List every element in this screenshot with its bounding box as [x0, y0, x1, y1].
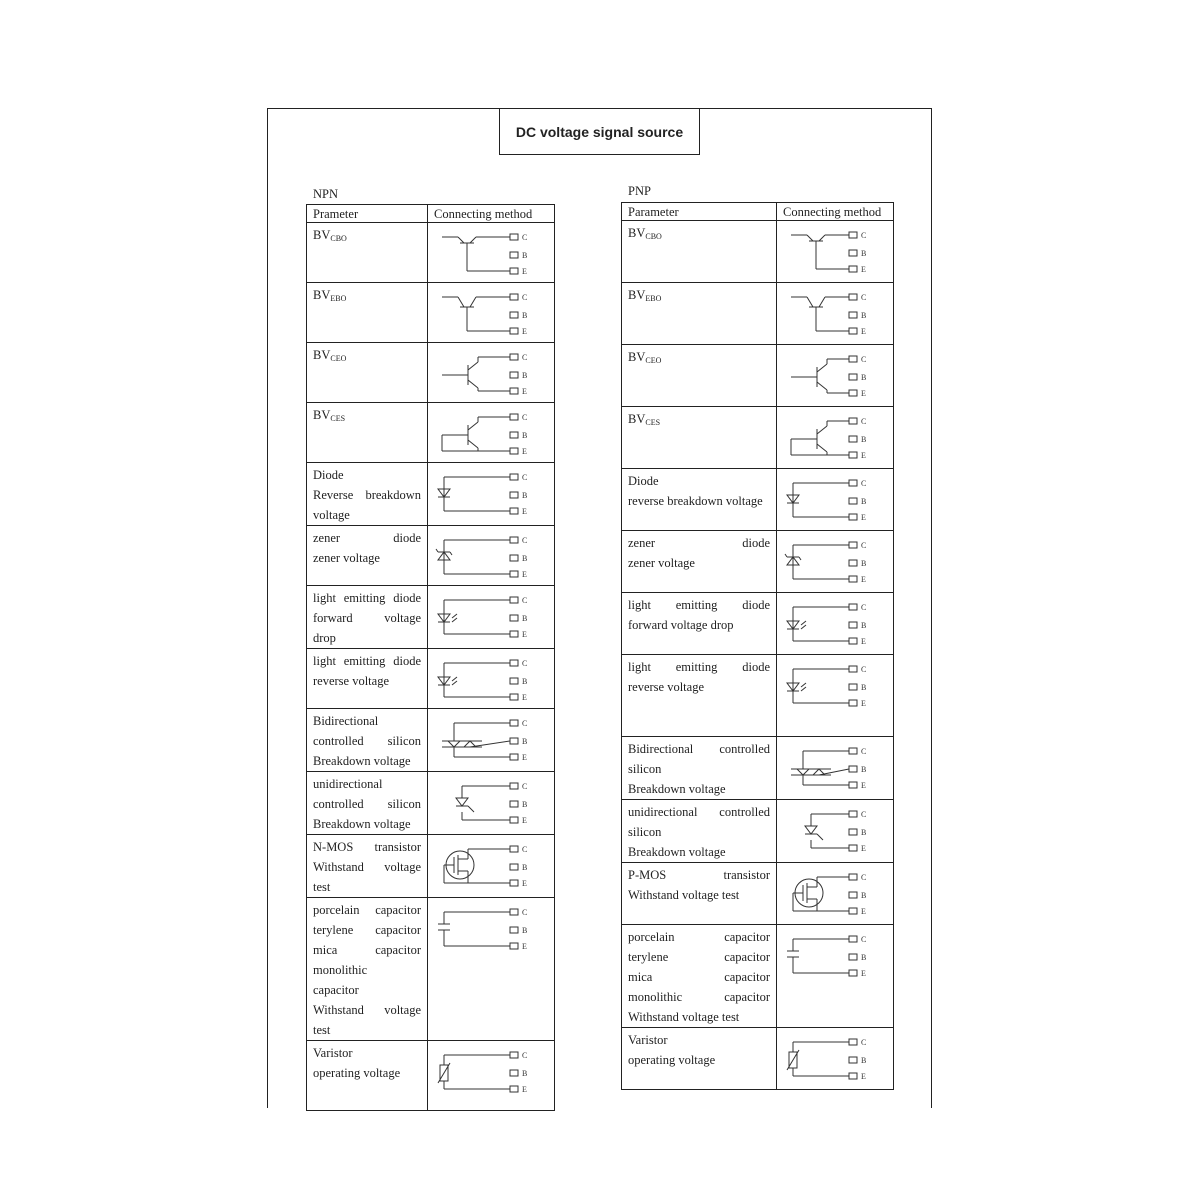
- parameter-subscript: EBO: [330, 294, 347, 303]
- parameter-subscript: EBO: [645, 294, 662, 303]
- npn-header-parameter: Prameter: [307, 205, 428, 223]
- pnp-connection-cell: [777, 800, 894, 863]
- pnp-connection-cell: [777, 593, 894, 655]
- pmos-icon: [783, 865, 883, 921]
- pnp-connection-cell: [777, 925, 894, 1028]
- pin-label-c: C: [522, 719, 528, 728]
- pnp-row: [622, 737, 894, 800]
- npn-parameter-cell: [307, 772, 428, 835]
- transistor-ces-icon: [434, 405, 544, 461]
- pnp-row: [622, 925, 894, 1028]
- pin-label-b: B: [522, 311, 528, 320]
- pnp-connection-cell: [777, 283, 894, 345]
- pin-label-e: E: [861, 265, 866, 274]
- pin-label-b: B: [861, 765, 867, 774]
- pin-label-b: B: [861, 311, 867, 320]
- pnp-parameter-cell: [622, 407, 777, 469]
- npn-parameter-cell: [307, 649, 428, 709]
- parameter-line: operating voltage: [628, 1053, 716, 1067]
- npn-row: [307, 526, 555, 586]
- npn-connection-cell: [428, 526, 555, 586]
- pin-label-b: B: [522, 737, 528, 746]
- pnp-connection-cell: [777, 469, 894, 531]
- parameter-line: zener voltage: [313, 551, 380, 565]
- parameter-line: light emitting diode: [313, 654, 421, 668]
- pin-label-e: E: [861, 969, 866, 978]
- parameter-line: zener diode: [313, 531, 421, 545]
- pin-label-c: C: [861, 603, 867, 612]
- parameter-subscript: CEO: [645, 356, 662, 365]
- parameter-line: test: [313, 1023, 331, 1037]
- parameter-line: test: [313, 880, 331, 894]
- parameter-line: Withstand voltage: [313, 1003, 421, 1017]
- pnp-row: [622, 863, 894, 925]
- pin-label-b: B: [861, 1056, 867, 1065]
- pnp-connection-cell: [777, 221, 894, 283]
- pin-label-b: B: [522, 251, 528, 260]
- npn-parameter-cell: [307, 526, 428, 586]
- npn-connection-cell: [428, 586, 555, 649]
- pin-label-b: B: [861, 953, 867, 962]
- npn-connection-cell: [428, 283, 555, 343]
- npn-parameter-cell: [307, 223, 428, 283]
- pnp-parameter-cell: [622, 863, 777, 925]
- parameter-line: mica capacitor: [313, 943, 421, 957]
- transistor-ebo-icon: [783, 285, 883, 341]
- pin-label-e: E: [861, 389, 866, 398]
- parameter-line: $BV_{CBO}$: [313, 228, 347, 243]
- pin-label-e: E: [861, 451, 866, 460]
- parameter-line: Bidirectional controlled: [628, 742, 770, 756]
- parameter-subscript: CBO: [330, 234, 347, 243]
- parameter-line: Varistor: [628, 1033, 668, 1047]
- pin-label-e: E: [522, 693, 527, 702]
- led-icon: [783, 595, 883, 651]
- pnp-parameter-cell: [622, 800, 777, 863]
- pin-label-b: B: [861, 435, 867, 444]
- npn-row: [307, 463, 555, 526]
- parameter-line: reverse voltage: [628, 680, 705, 694]
- pin-label-c: C: [861, 935, 867, 944]
- parameter-line: mica capacitor: [628, 970, 770, 984]
- diode-icon: [434, 465, 544, 521]
- triac-icon: [434, 711, 544, 767]
- led-icon: [434, 651, 544, 707]
- pnp-parameter-cell: [622, 737, 777, 800]
- transistor-cbo-icon: [434, 225, 544, 281]
- pin-label-c: C: [522, 908, 528, 917]
- capacitor-icon: [434, 900, 544, 956]
- npn-parameter-cell: [307, 283, 428, 343]
- pnp-parameter-cell: [622, 1028, 777, 1090]
- pin-label-c: C: [522, 782, 528, 791]
- pnp-connection-cell: [777, 863, 894, 925]
- pin-label-e: E: [861, 699, 866, 708]
- transistor-ces-icon: [783, 409, 883, 465]
- npn-parameter-cell: [307, 898, 428, 1041]
- pin-label-e: E: [522, 447, 527, 456]
- parameter-subscript: CBO: [645, 232, 662, 241]
- pin-label-c: C: [861, 541, 867, 550]
- parameter-line: unidirectional controlled: [628, 805, 770, 819]
- pin-label-c: C: [522, 845, 528, 854]
- pin-label-e: E: [861, 637, 866, 646]
- pin-label-c: C: [861, 417, 867, 426]
- pnp-row: [622, 221, 894, 283]
- npn-parameter-cell: [307, 403, 428, 463]
- parameter-line: terylene capacitor: [628, 950, 770, 964]
- pnp-parameter-cell: [622, 283, 777, 345]
- npn-row: [307, 898, 555, 1041]
- pnp-row: [622, 469, 894, 531]
- pin-label-c: C: [522, 473, 528, 482]
- parameter-line: forward voltage: [313, 611, 421, 625]
- pin-label-c: C: [861, 810, 867, 819]
- npn-table: [306, 204, 555, 1111]
- npn-row: [307, 1041, 555, 1111]
- pin-label-b: B: [522, 614, 528, 623]
- parameter-line: Withstand voltage test: [628, 888, 740, 902]
- npn-parameter-cell: [307, 343, 428, 403]
- pnp-parameter-cell: [622, 469, 777, 531]
- pnp-connection-cell: [777, 531, 894, 593]
- varistor-icon: [783, 1030, 883, 1086]
- parameter-line: $BV_{CEO}$: [313, 348, 347, 363]
- parameter-line: unidirectional: [313, 777, 383, 791]
- npn-row: [307, 586, 555, 649]
- parameter-line: monolithic: [313, 963, 368, 977]
- pin-label-e: E: [522, 630, 527, 639]
- pin-label-b: B: [861, 891, 867, 900]
- pin-label-e: E: [522, 387, 527, 396]
- pin-label-c: C: [861, 873, 867, 882]
- parameter-line: Breakdown voltage: [628, 845, 726, 859]
- parameter-line: $BV_{CES}$: [628, 412, 661, 427]
- pnp-row: [622, 800, 894, 863]
- pin-label-c: C: [522, 1051, 528, 1060]
- pnp-row: [622, 407, 894, 469]
- document-title: DC voltage signal source: [499, 108, 700, 155]
- pin-label-c: C: [522, 596, 528, 605]
- led-icon: [783, 657, 883, 713]
- pnp-row: [622, 345, 894, 407]
- parameter-line: zener diode: [628, 536, 770, 550]
- npn-connection-cell: [428, 1041, 555, 1111]
- pnp-parameter-cell: [622, 531, 777, 593]
- pnp-header-parameter: Parameter: [622, 203, 777, 221]
- pin-label-c: C: [861, 747, 867, 756]
- parameter-line: $BV_{EBO}$: [313, 288, 347, 303]
- npn-parameter-cell: [307, 835, 428, 898]
- parameter-line: Withstand voltage: [313, 860, 421, 874]
- npn-row: [307, 403, 555, 463]
- parameter-line: capacitor: [313, 983, 359, 997]
- npn-connection-cell: [428, 223, 555, 283]
- pin-label-b: B: [522, 371, 528, 380]
- parameter-line: Breakdown voltage: [313, 754, 411, 768]
- parameter-line: $BV_{CES}$: [313, 408, 346, 423]
- pin-label-e: E: [522, 753, 527, 762]
- triac-icon: [783, 739, 883, 795]
- npn-connection-cell: [428, 463, 555, 526]
- parameter-line: operating voltage: [313, 1066, 401, 1080]
- parameter-line: P-MOS transistor: [628, 868, 770, 882]
- pin-label-e: E: [861, 327, 866, 336]
- pin-label-b: B: [522, 863, 528, 872]
- parameter-line: N-MOS transistor: [313, 840, 421, 854]
- parameter-line: controlled silicon: [313, 797, 421, 811]
- varistor-icon: [434, 1043, 544, 1099]
- parameter-line: drop: [313, 631, 336, 645]
- npn-row: [307, 223, 555, 283]
- parameter-line: $BV_{CEO}$: [628, 350, 662, 365]
- parameter-line: Diode: [628, 474, 659, 488]
- pin-label-b: B: [861, 559, 867, 568]
- npn-parameter-cell: [307, 1041, 428, 1111]
- pin-label-e: E: [861, 1072, 866, 1081]
- transistor-cbo-icon: [783, 223, 883, 279]
- transistor-ceo-icon: [434, 345, 544, 401]
- npn-connection-cell: [428, 835, 555, 898]
- pin-label-c: C: [861, 231, 867, 240]
- parameter-line: forward voltage drop: [628, 618, 734, 632]
- pin-label-b: B: [861, 621, 867, 630]
- pnp-connection-cell: [777, 345, 894, 407]
- pnp-connection-cell: [777, 407, 894, 469]
- npn-parameter-cell: [307, 463, 428, 526]
- parameter-line: terylene capacitor: [313, 923, 421, 937]
- diode-icon: [783, 471, 883, 527]
- parameter-line: silicon: [628, 825, 662, 839]
- pnp-connection-cell: [777, 1028, 894, 1090]
- pnp-row: [622, 531, 894, 593]
- pin-label-e: E: [861, 907, 866, 916]
- pin-label-c: C: [522, 413, 528, 422]
- pin-label-e: E: [522, 570, 527, 579]
- pin-label-b: B: [522, 1069, 528, 1078]
- npn-connection-cell: [428, 772, 555, 835]
- parameter-line: Withstand voltage test: [628, 1010, 740, 1024]
- pin-label-e: E: [522, 327, 527, 336]
- zener-diode-icon: [783, 533, 883, 589]
- scr-icon: [434, 774, 544, 830]
- parameter-line: Breakdown voltage: [628, 782, 726, 796]
- parameter-subscript: CES: [330, 414, 346, 423]
- nmos-icon: [434, 837, 544, 893]
- parameter-line: $BV_{EBO}$: [628, 288, 662, 303]
- parameter-line: monolithic capacitor: [628, 990, 770, 1004]
- transistor-ceo-icon: [783, 347, 883, 403]
- pnp-group-label: PNP: [628, 184, 651, 198]
- pin-label-c: C: [861, 293, 867, 302]
- pin-label-b: B: [522, 491, 528, 500]
- pin-label-e: E: [522, 942, 527, 951]
- pin-label-e: E: [522, 879, 527, 888]
- parameter-line: light emitting diode: [313, 591, 421, 605]
- npn-row: [307, 772, 555, 835]
- pnp-parameter-cell: [622, 345, 777, 407]
- parameter-line: $BV_{CBO}$: [628, 226, 662, 241]
- pin-label-c: C: [861, 355, 867, 364]
- pnp-parameter-cell: [622, 221, 777, 283]
- capacitor-icon: [783, 927, 883, 983]
- parameter-line: porcelain capacitor: [628, 930, 770, 944]
- pin-label-b: B: [861, 828, 867, 837]
- npn-header-method: Connecting method: [428, 205, 555, 223]
- pnp-header-method: Connecting method: [777, 203, 894, 221]
- npn-row: [307, 709, 555, 772]
- parameter-line: Varistor: [313, 1046, 353, 1060]
- npn-row: [307, 283, 555, 343]
- pin-label-e: E: [861, 575, 866, 584]
- parameter-subscript: CEO: [330, 354, 347, 363]
- pnp-connection-cell: [777, 737, 894, 800]
- pnp-table: [621, 202, 894, 1090]
- led-icon: [434, 588, 544, 644]
- npn-row: [307, 343, 555, 403]
- pnp-row: [622, 593, 894, 655]
- pin-label-b: B: [861, 497, 867, 506]
- pin-label-e: E: [861, 844, 866, 853]
- npn-parameter-cell: [307, 709, 428, 772]
- pnp-parameter-cell: [622, 655, 777, 737]
- pin-label-c: C: [522, 659, 528, 668]
- parameter-line: porcelain capacitor: [313, 903, 421, 917]
- parameter-line: Breakdown voltage: [313, 817, 411, 831]
- parameter-line: light emitting diode: [628, 598, 770, 612]
- pin-label-b: B: [522, 800, 528, 809]
- pin-label-c: C: [522, 353, 528, 362]
- pin-label-e: E: [522, 816, 527, 825]
- pin-label-e: E: [522, 267, 527, 276]
- pnp-row: [622, 655, 894, 737]
- pin-label-e: E: [861, 781, 866, 790]
- npn-connection-cell: [428, 709, 555, 772]
- pin-label-c: C: [522, 536, 528, 545]
- pin-label-c: C: [522, 293, 528, 302]
- pin-label-b: B: [522, 926, 528, 935]
- pnp-row: [622, 283, 894, 345]
- npn-row: [307, 649, 555, 709]
- pin-label-c: C: [861, 1038, 867, 1047]
- parameter-line: Reverse breakdown: [313, 488, 421, 502]
- parameter-line: Diode: [313, 468, 344, 482]
- pin-label-c: C: [861, 479, 867, 488]
- pnp-parameter-cell: [622, 925, 777, 1028]
- parameter-line: reverse breakdown voltage: [628, 494, 763, 508]
- transistor-ebo-icon: [434, 285, 544, 341]
- pin-label-e: E: [861, 513, 866, 522]
- pnp-parameter-cell: [622, 593, 777, 655]
- pin-label-b: B: [861, 683, 867, 692]
- parameter-line: zener voltage: [628, 556, 695, 570]
- pin-label-b: B: [522, 554, 528, 563]
- pin-label-e: E: [522, 1085, 527, 1094]
- npn-connection-cell: [428, 649, 555, 709]
- pnp-row: [622, 1028, 894, 1090]
- parameter-line: controlled silicon: [313, 734, 421, 748]
- parameter-line: light emitting diode: [628, 660, 770, 674]
- pin-label-b: B: [522, 431, 528, 440]
- parameter-line: Bidirectional: [313, 714, 379, 728]
- pin-label-b: B: [522, 677, 528, 686]
- pin-label-b: B: [861, 373, 867, 382]
- pin-label-b: B: [861, 249, 867, 258]
- npn-connection-cell: [428, 403, 555, 463]
- pin-label-c: C: [861, 665, 867, 674]
- pin-label-e: E: [522, 507, 527, 516]
- npn-group-label: NPN: [313, 187, 339, 201]
- scr-icon: [783, 802, 883, 858]
- npn-connection-cell: [428, 343, 555, 403]
- npn-parameter-cell: [307, 586, 428, 649]
- pnp-connection-cell: [777, 655, 894, 737]
- parameter-line: silicon: [628, 762, 662, 776]
- npn-connection-cell: [428, 898, 555, 1041]
- parameter-line: voltage: [313, 508, 350, 522]
- pin-label-c: C: [522, 233, 528, 242]
- parameter-line: reverse voltage: [313, 674, 390, 688]
- npn-row: [307, 835, 555, 898]
- zener-diode-icon: [434, 528, 544, 584]
- parameter-subscript: CES: [645, 418, 661, 427]
